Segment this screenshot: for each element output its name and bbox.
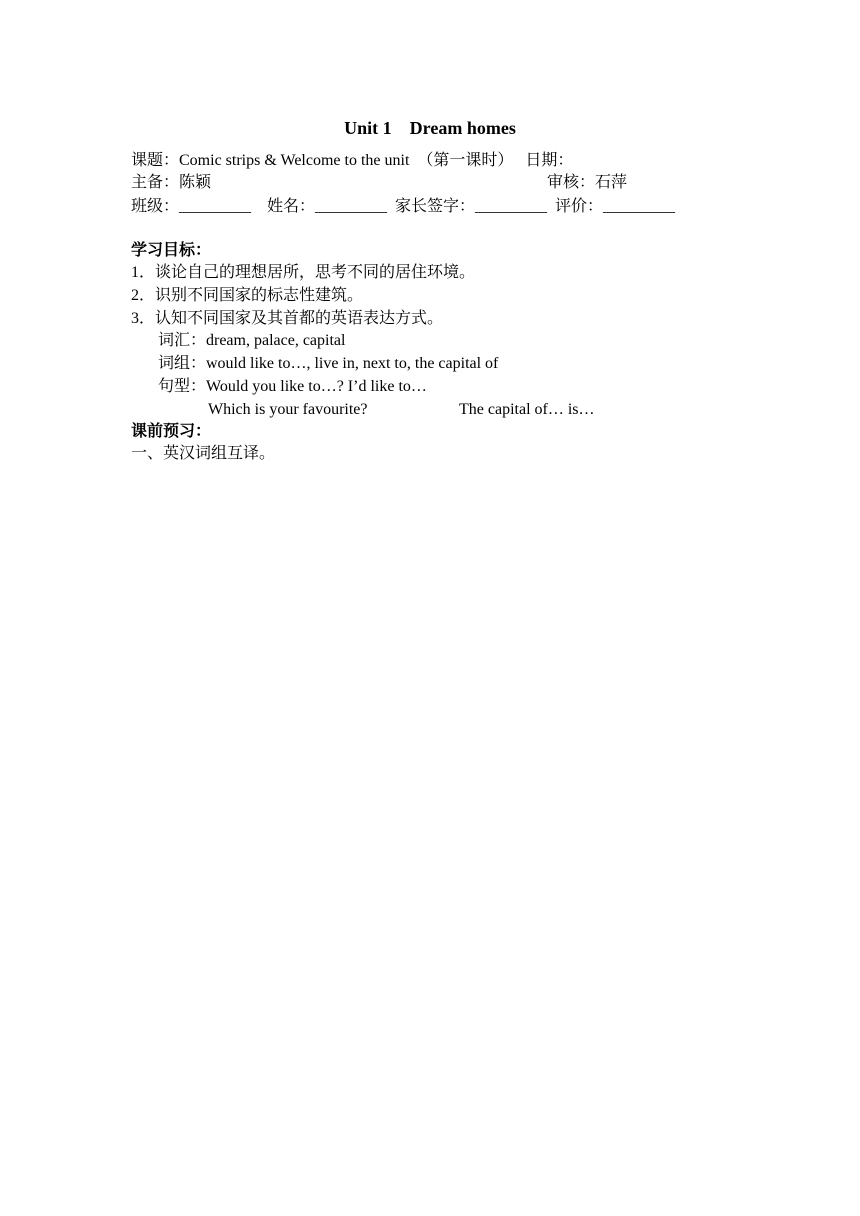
preparer-line: 主备：陈颖 — [131, 174, 212, 191]
objectives-heading: 学习目标： — [131, 242, 212, 259]
reviewer-line: 审核：石萍 — [547, 174, 628, 191]
objective-item-3: 3．认知不同国家及其首都的英语表达方式。 — [131, 310, 444, 327]
preview-heading: 课前预习： — [131, 423, 212, 440]
patterns-line-2b: The capital of… is… — [459, 401, 595, 418]
page-title: Unit 1 Dream homes — [344, 118, 516, 138]
topic-line: 课题：Comic strips & Welcome to the unit （第一课时） 日期： — [131, 152, 574, 169]
objective-item-2: 2．识别不同国家的标志性建筑。 — [131, 287, 364, 304]
patterns-line: 句型：Would you like to…? I’d like to… — [158, 378, 427, 395]
vocab-line: 词汇：dream, palace, capital — [158, 332, 346, 349]
class-info-line: 班级：_________ 姓名：_________ 家长签字：_________ 评价：_________ — [131, 198, 676, 215]
patterns-line-2a: Which is your favourite? — [208, 401, 368, 418]
phrases-line: 词组：would like to…, live in, next to, the capital of — [158, 355, 499, 372]
preview-item-1: 一、英汉词组互译。 — [131, 445, 276, 462]
objective-item-1: 1．谈论自己的理想居所，思考不同的居住环境。 — [131, 264, 476, 281]
